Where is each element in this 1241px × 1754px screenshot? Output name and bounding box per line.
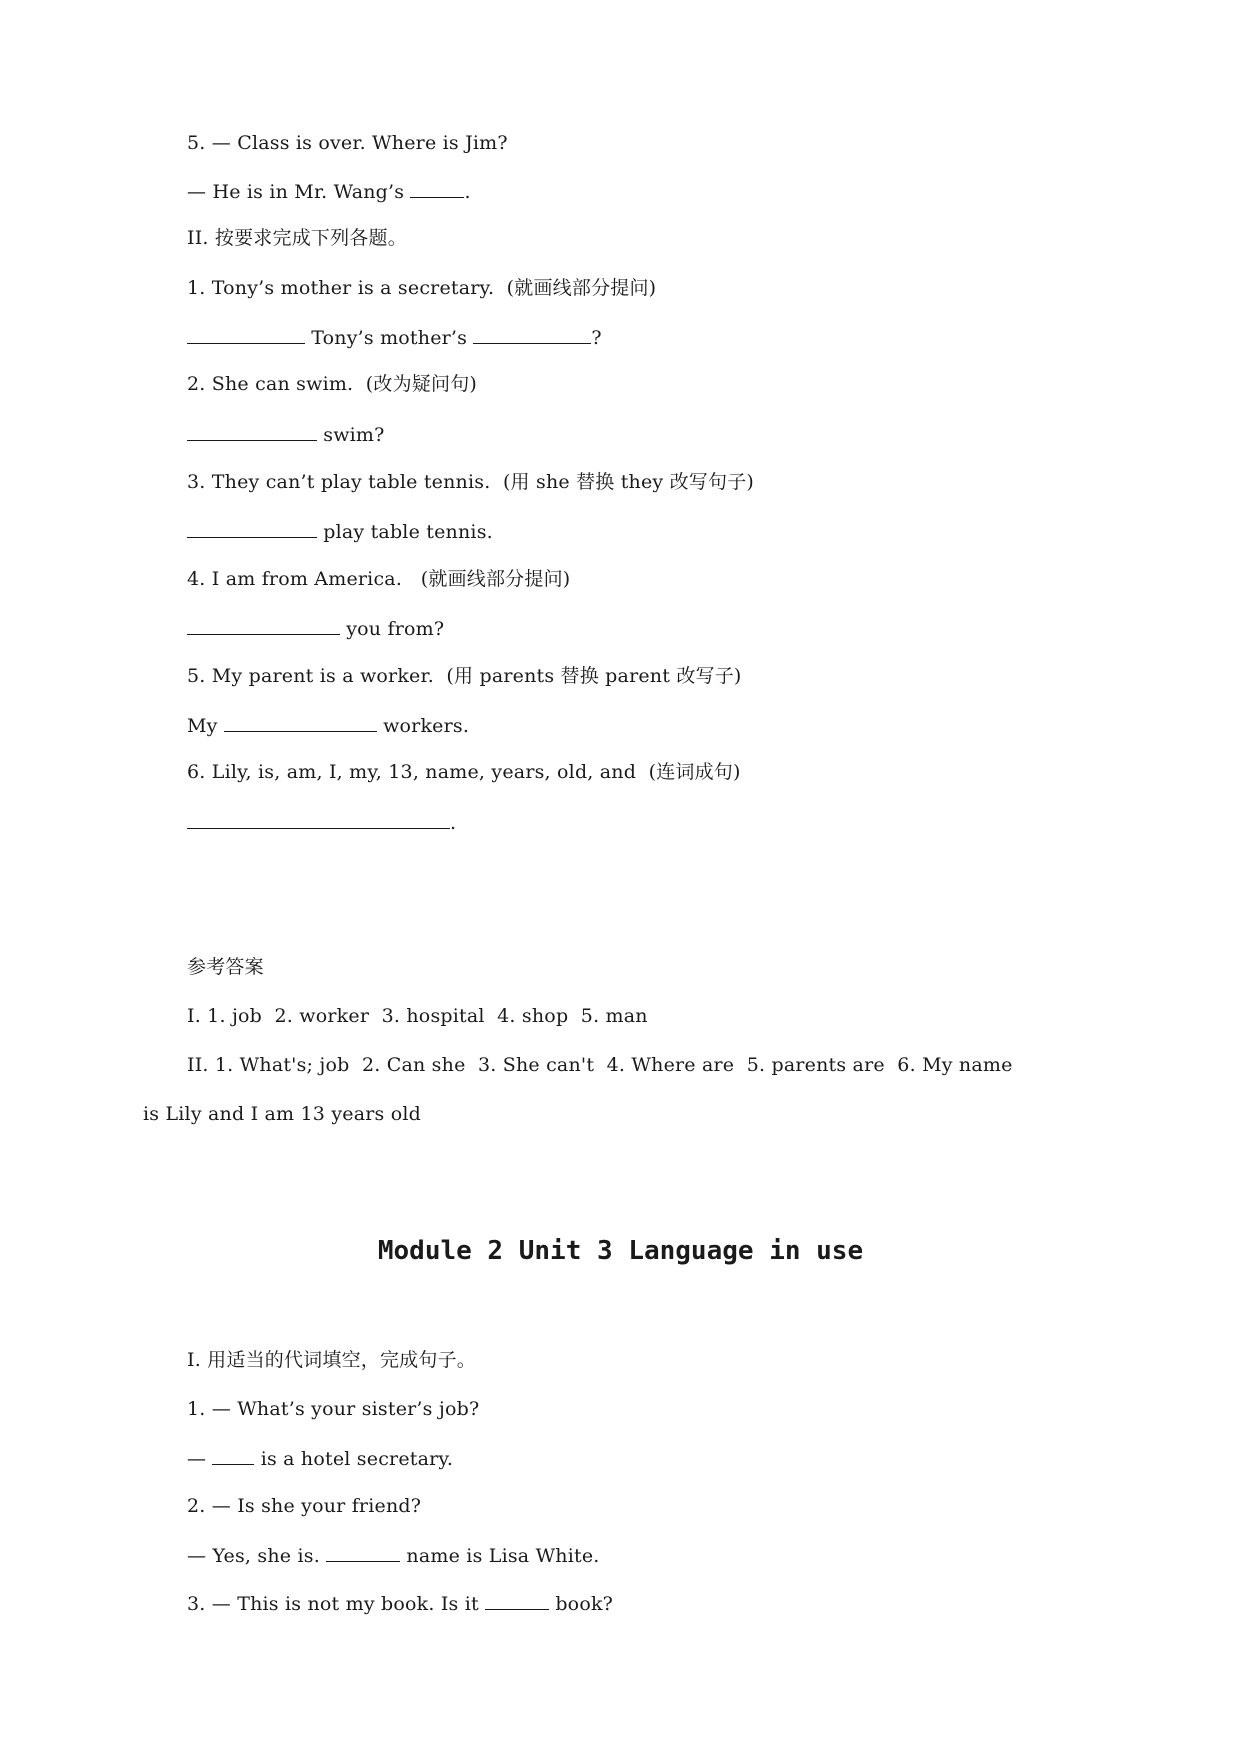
- m-q3-prompt: [187, 1591, 613, 1616]
- item2-question: 2. She can swim. (改为疑问句): [187, 373, 478, 395]
- m-q3-suffix: book?: [549, 1593, 614, 1615]
- item1-blank-b[interactable]: [473, 325, 591, 344]
- m-q1-answer-line: [187, 1446, 453, 1471]
- item4-answer-line: [187, 616, 444, 641]
- section-ii-title: II. 按要求完成下列各题。: [187, 227, 407, 249]
- q5-answer-suffix: .: [464, 181, 471, 203]
- item3-blank[interactable]: [187, 519, 317, 538]
- item5-question: 5. My parent is a worker. (用 parents 替换 parent 改写子): [187, 665, 742, 687]
- m-q1-prompt: 1. — What’s your sister’s job?: [187, 1398, 480, 1420]
- item5-answer-end: workers.: [376, 715, 470, 737]
- item2-blank[interactable]: [187, 422, 317, 441]
- m-q2-blank[interactable]: [326, 1543, 400, 1562]
- item2-answer-line: [187, 422, 385, 447]
- module-title: Module 2 Unit 3 Language in use: [377, 1236, 864, 1266]
- item5-answer-line: [187, 713, 469, 738]
- m-q2-answer-prefix: — Yes, she is.: [187, 1545, 327, 1567]
- m-q1-blank[interactable]: [212, 1446, 254, 1465]
- item6-answer-line: [187, 810, 456, 835]
- item6-answer-end: .: [450, 812, 457, 834]
- answers-line-2: II. 1. What's; job 2. Can she 3. She can't 4. Where are 5. parents are 6. My name: [187, 1054, 1013, 1076]
- item1-answer-mid: Tony’s mother’s: [305, 327, 474, 349]
- item3-question: 3. They can’t play table tennis. (用 she 替换 they 改写句子): [187, 471, 755, 493]
- item1-answer-end: ?: [591, 327, 602, 349]
- m-q2-answer-suffix: name is Lisa White.: [400, 1545, 600, 1567]
- item4-blank[interactable]: [187, 616, 340, 635]
- item1-question: 1. Tony’s mother is a secretary. (就画线部分提问): [187, 277, 657, 299]
- m-q2-prompt: 2. — Is she your friend?: [187, 1495, 422, 1517]
- item6-blank[interactable]: [187, 810, 450, 829]
- module-section-i-title: I. 用适当的代词填空，完成句子。: [187, 1349, 476, 1371]
- item3-answer-line: [187, 519, 493, 544]
- m-q2-answer-line: [187, 1543, 600, 1568]
- item5-answer-prefix: My: [187, 715, 224, 737]
- m-q3-blank[interactable]: [485, 1591, 549, 1610]
- q5-blank[interactable]: [410, 179, 464, 198]
- q5-answer-line: [187, 179, 471, 204]
- m-q3-prefix: 3. — This is not my book. Is it: [187, 1593, 486, 1615]
- item1-blank-a[interactable]: [187, 325, 305, 344]
- answers-line-3: is Lily and I am 13 years old: [143, 1103, 421, 1125]
- answers-line-1: I. 1. job 2. worker 3. hospital 4. shop 5. man: [187, 1005, 648, 1027]
- answers-heading: 参考答案: [187, 956, 264, 978]
- item6-question: 6. Lily, is, am, I, my, 13, name, years, old, and (连词成句): [187, 761, 741, 783]
- q5-answer-prefix: — He is in Mr. Wang’s: [187, 181, 411, 203]
- q5-prompt: 5. — Class is over. Where is Jim?: [187, 132, 508, 154]
- m-q1-answer-prefix: —: [187, 1448, 213, 1470]
- item4-answer-end: you from?: [340, 618, 445, 640]
- item2-answer-end: swim?: [317, 424, 385, 446]
- item4-question: 4. I am from America. (就画线部分提问): [187, 568, 571, 590]
- item3-answer-end: play table tennis.: [317, 521, 493, 543]
- item5-blank[interactable]: [224, 713, 377, 732]
- item1-answer-line: [187, 325, 602, 350]
- m-q1-answer-suffix: is a hotel secretary.: [254, 1448, 454, 1470]
